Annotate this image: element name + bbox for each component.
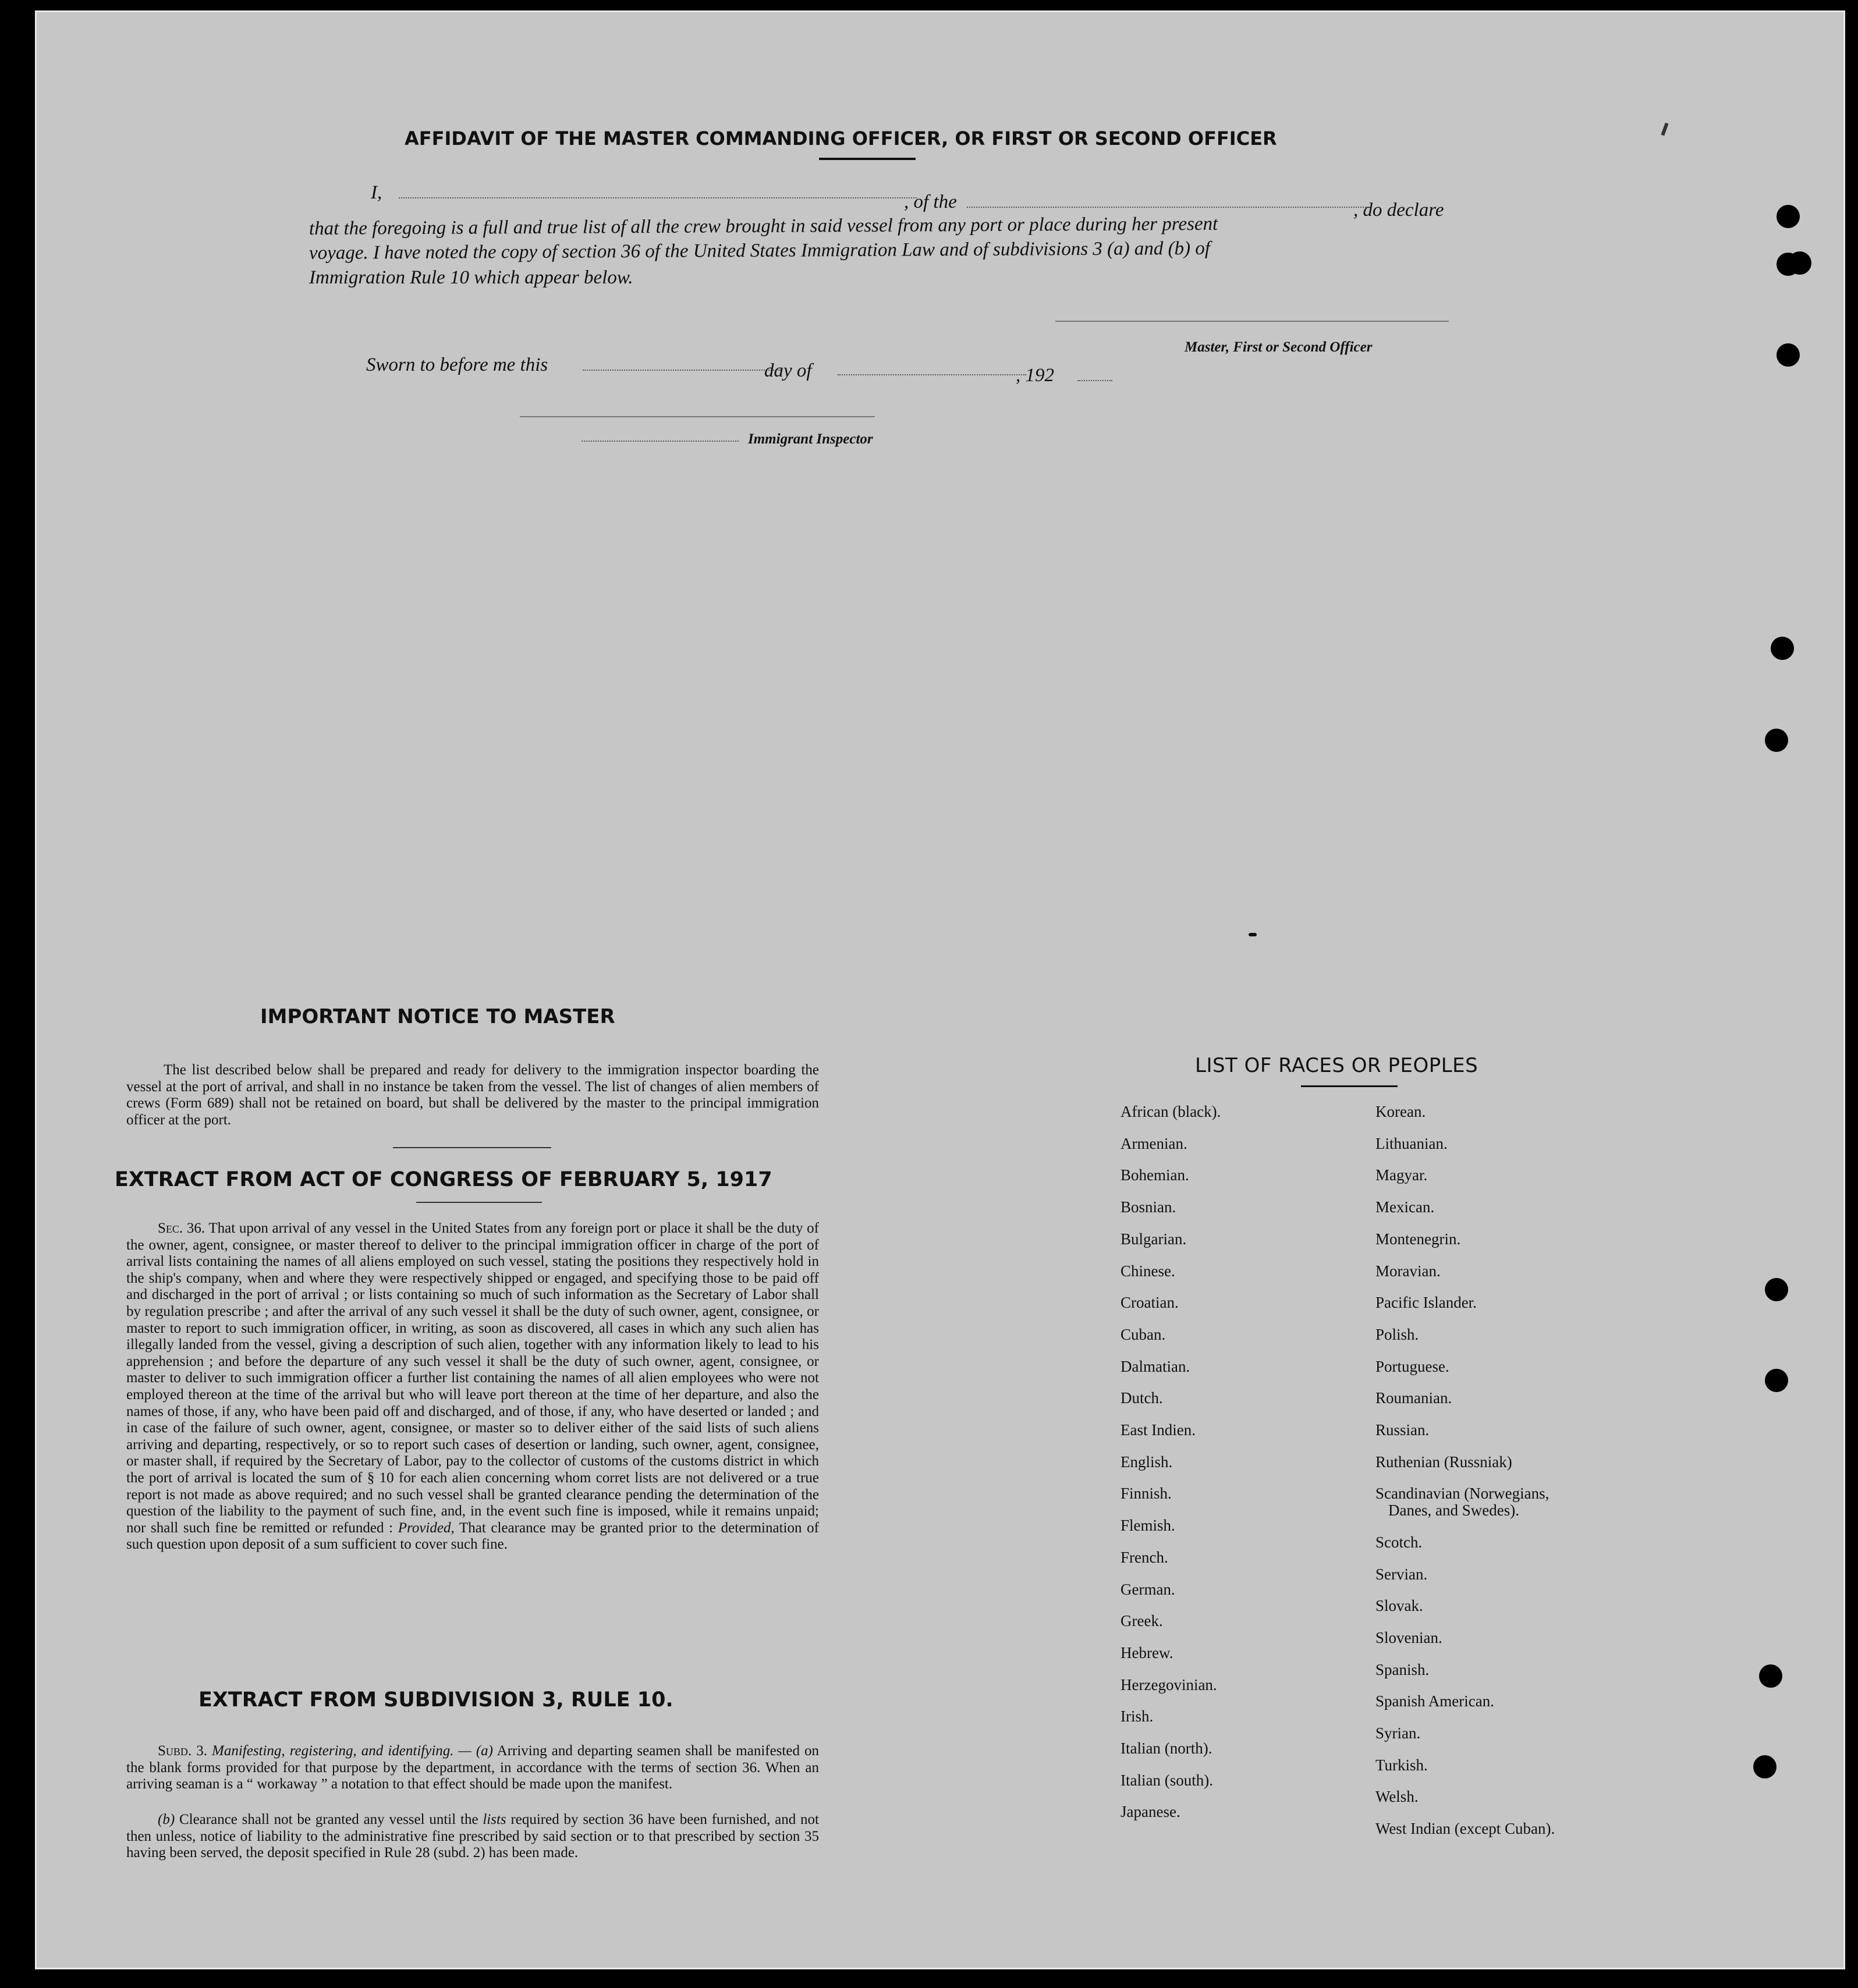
races-title: LIST OF RACES OR PEOPLES xyxy=(1195,1054,1478,1077)
punch-hole xyxy=(1777,343,1800,367)
race-item: Pacific Islander. xyxy=(1375,1294,1477,1312)
punch-hole xyxy=(1788,251,1811,275)
race-item: Cuban. xyxy=(1121,1325,1166,1343)
race-item: Spanish. xyxy=(1375,1660,1430,1678)
act-divider xyxy=(416,1202,542,1203)
punch-hole xyxy=(1777,205,1800,228)
act-tail: That clearance may be granted prior to the determination of such question upon deposit of a sum sufficient to cover such fine. xyxy=(126,1520,819,1553)
race-item: Danes, and Swedes). xyxy=(1388,1501,1519,1520)
race-item: Bulgarian. xyxy=(1121,1230,1187,1248)
race-item: Korean. xyxy=(1375,1103,1426,1120)
race-item: Polish. xyxy=(1375,1325,1419,1343)
race-item: Montenegrin. xyxy=(1375,1230,1461,1248)
rule-subd-b-text-1: Clearance shall not be granted any vessel until the xyxy=(179,1812,478,1827)
notice-body: The list described below shall be prepared and ready for delivery to the immigration inspector boarding the vessel at the port of arrival, and shall in no instance be taken from the vessel. The list of changes of alien members of crews (Form 689) shall not be retained on board, but shall be delivered by the master to the principal immigration officer at the port. xyxy=(126,1062,819,1128)
affidavit-do-declare: , do declare xyxy=(1353,200,1444,221)
race-item: Dalmatian. xyxy=(1121,1357,1190,1375)
race-item: Bohemian. xyxy=(1121,1166,1189,1184)
punch-hole xyxy=(1765,729,1788,752)
rule-title: EXTRACT FROM SUBDIVISION 3, RULE 10. xyxy=(198,1688,673,1712)
punch-hole xyxy=(1771,637,1794,660)
race-item: Slovak. xyxy=(1375,1597,1423,1615)
race-item: Magyar. xyxy=(1375,1166,1428,1184)
act-provided: Provided, xyxy=(398,1520,455,1536)
act-title: EXTRACT FROM ACT OF CONGRESS OF FEBRUARY 5, 1917 xyxy=(115,1168,772,1191)
affidavit-name-line xyxy=(399,197,917,198)
sworn-year-line xyxy=(1077,380,1112,381)
race-item: Syrian. xyxy=(1375,1724,1421,1742)
rule-subd-a-text: Arriving and departing seamen shall be manifested on the blank forms provided for that purpose by the department, in accordance with the terms of section 36. When an arriving seaman is a “ workaway ” a notation to that effect should be made upon the manifest. xyxy=(126,1743,819,1792)
punch-hole xyxy=(1759,1664,1782,1688)
affidavit-title: AFFIDAVIT OF THE MASTER COMMANDING OFFICER, OR FIRST OR SECOND OFFICER xyxy=(405,127,1277,150)
document-page xyxy=(35,10,1845,1969)
race-item: West Indian (except Cuban). xyxy=(1375,1820,1555,1838)
race-item: Herzegovinian. xyxy=(1121,1675,1217,1694)
race-item: Bosnian. xyxy=(1121,1198,1176,1216)
punch-hole xyxy=(1765,1278,1788,1301)
race-item: African (black). xyxy=(1121,1103,1221,1120)
sworn-month-line xyxy=(838,374,1026,375)
race-item: Scotch. xyxy=(1375,1533,1423,1551)
master-label: Master, First or Second Officer xyxy=(1185,339,1373,355)
race-item: Scandinavian (Norwegians, xyxy=(1375,1485,1549,1503)
rule-subd-b-lists: lists xyxy=(483,1812,506,1827)
race-item: Slovenian. xyxy=(1375,1628,1442,1646)
punch-hole xyxy=(1765,1369,1788,1392)
master-signature-line xyxy=(1055,321,1449,322)
notice-title: IMPORTANT NOTICE TO MASTER xyxy=(260,1005,615,1028)
rule-subd-label: Subd. 3. xyxy=(158,1743,207,1759)
tick-mark xyxy=(1661,123,1668,136)
race-item: Portuguese. xyxy=(1375,1357,1449,1375)
punch-hole xyxy=(1753,1755,1777,1778)
rule-subd-b-text-2: required by section 36 have been furnished, and not then unless, notice of liability to the administrative fine prescribed by said section or to that prescribed by section 35 having been served, the deposit specified in Rule 28 (subd. 2) has been made. xyxy=(126,1812,819,1861)
race-item: Servian. xyxy=(1375,1565,1428,1583)
race-item: Mexican. xyxy=(1375,1198,1435,1216)
affidavit-title-rule xyxy=(819,158,916,160)
notice-divider xyxy=(393,1147,551,1148)
dash-mark xyxy=(1249,933,1257,936)
race-item: French. xyxy=(1121,1548,1168,1566)
race-item: East Indien. xyxy=(1121,1421,1196,1439)
sworn-day-of: day of xyxy=(764,360,812,381)
race-item: German. xyxy=(1121,1580,1175,1598)
race-item: Dutch. xyxy=(1121,1389,1163,1407)
rule-subd-a xyxy=(126,1743,819,1793)
race-item: Turkish. xyxy=(1375,1756,1428,1774)
races-title-rule xyxy=(1301,1085,1398,1087)
act-section-text: That upon arrival of any vessel in the United States from any foreign port or place it shall be the duty of the owner, agent, consignee, or master thereof to deliver to the principal immigration officer in charge of the port of arrival lists containing the names of all aliens employed on such vessel, stating the positions they respectively hold in the ship's company, when and where they were respectively shipped or engaged, and specifying those to be paid off and discharged in the port of arrival ; or lists containing so much of such information as the Secretary of Labor shall by regulation prescribe ; and after the arrival of any such vessel it shall be the duty of such owner, agent, consignee, or master to report to such immigration officer, in writing, as soon as discovered, all cases in which any such alien has illegally landed from the vessel, giving a description of such alien, together with any information likely to lead to his apprehension ; and before the departure of any such vessel it shall be the duty of such owner, agent, consignee, or master to deliver to such immigration officer a further list containing the names of all alien employees who were not employed thereon at the time of the arrival but who will leave port thereon at the time of her departure, and also the names of those, if any, who have been paid off and discharged, and of those, if any, who have deserted or landed ; and in case of the failure of such owner, agent, consignee, or master so to deliver either of the said lists of such aliens arriving and departing, respectively, or so to report such cases of desertion or landing, such owner, agent, consignee, or master shall, if required by the Secretary of Labor, pay to the collector of customs of the customs district in which the port of arrival is located the sum of § 10 for each alien concerning whom corret lists are not delivered or a true report is not made as above required; and no such vessel shall be granted clearance pending the determination of the question of the liability to the payment of such fine, and, in the event such fine is imposed, while it remains unpaid; nor shall such fine be remitted or refunded : xyxy=(126,1220,819,1536)
rule-subd-a-heading: Manifesting, registering, and identifying. — (a) xyxy=(212,1743,493,1759)
race-item: Flemish. xyxy=(1121,1517,1175,1535)
race-item: Croatian. xyxy=(1121,1294,1179,1312)
race-item: Chinese. xyxy=(1121,1262,1175,1280)
rule-subd-b-label: (b) xyxy=(158,1812,175,1827)
sworn-text: Sworn to before me this xyxy=(366,354,548,375)
race-item: Greek. xyxy=(1121,1612,1163,1630)
affidavit-line-2: that the foregoing is a full and true list of all the crew brought in said vessel from any port or place during her present xyxy=(309,213,1218,239)
race-item: Ruthenian (Russniak) xyxy=(1375,1453,1512,1471)
race-item: Russian. xyxy=(1375,1421,1430,1439)
races-column-2 xyxy=(1375,1096,1555,1845)
sworn-day-line xyxy=(583,370,781,371)
affidavit-line-3: voyage. I have noted the copy of section 36 of the United States Immigration Law and of subdivisions 3 (a) and (b) of xyxy=(309,237,1211,264)
act-section-label: Sec. 36. xyxy=(158,1220,205,1236)
race-item: Italian (south). xyxy=(1121,1771,1213,1789)
inspector-label: Immigrant Inspector xyxy=(748,431,873,447)
affidavit-vessel-line xyxy=(967,207,1368,208)
sworn-year: , 192 xyxy=(1016,365,1054,386)
act-body xyxy=(126,1220,819,1553)
race-item: Spanish American. xyxy=(1375,1692,1494,1710)
race-item: Hebrew. xyxy=(1121,1643,1173,1662)
race-item: Roumanian. xyxy=(1375,1389,1452,1407)
race-item: Italian (north). xyxy=(1121,1740,1212,1758)
race-item: Lithuanian. xyxy=(1375,1134,1448,1152)
race-item: Welsh. xyxy=(1375,1788,1419,1806)
race-item: Armenian. xyxy=(1121,1134,1187,1152)
races-column-1 xyxy=(1121,1096,1221,1828)
race-item: English. xyxy=(1121,1453,1173,1471)
race-item: Moravian. xyxy=(1375,1262,1441,1280)
race-item: Finnish. xyxy=(1121,1485,1172,1503)
affidavit-of-the: , of the xyxy=(904,191,957,212)
affidavit-line-4: Immigration Rule 10 which appear below. xyxy=(309,267,633,288)
inspector-signature-line xyxy=(520,416,875,417)
affidavit-i: I, xyxy=(371,182,382,203)
race-item: Japanese. xyxy=(1121,1803,1180,1821)
race-item: Irish. xyxy=(1121,1707,1154,1726)
inspector-dotted-line xyxy=(581,441,739,442)
rule-subd-b xyxy=(126,1812,819,1862)
